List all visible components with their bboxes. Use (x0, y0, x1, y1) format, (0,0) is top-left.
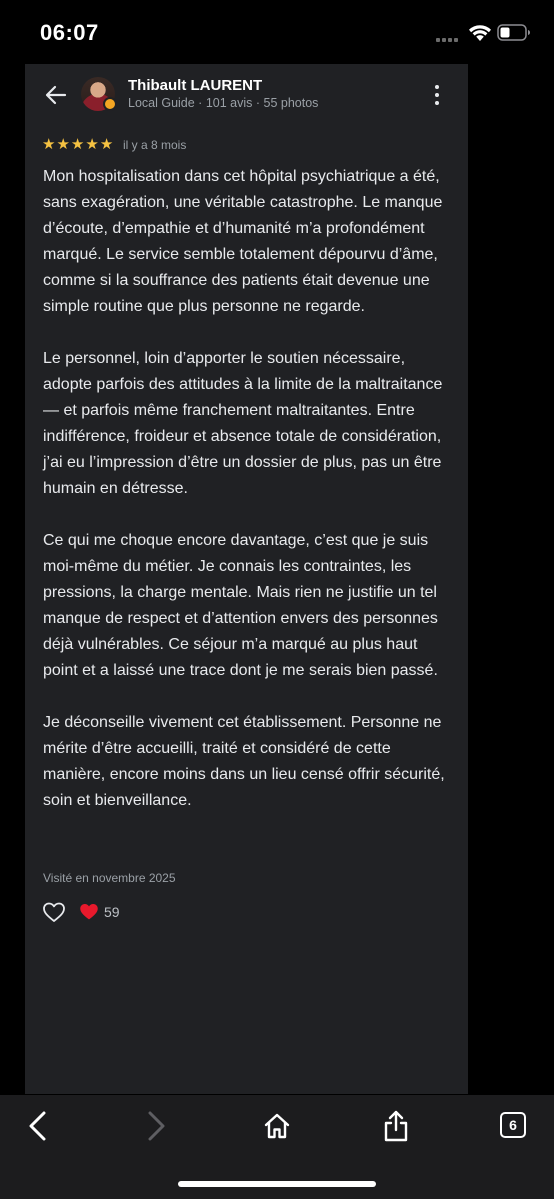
home-icon (263, 1112, 291, 1140)
star-icon: ★ (42, 136, 56, 153)
cellular-signal-icon (436, 30, 460, 42)
chevron-right-icon (144, 1111, 168, 1141)
browser-home-button[interactable] (257, 1109, 297, 1143)
share-icon (382, 1110, 410, 1142)
author-info: Local Guide · 101 avis · 55 photos (128, 96, 319, 110)
red-heart-icon (79, 902, 99, 921)
browser-toolbar (0, 1095, 554, 1199)
star-icon: ★ (99, 136, 114, 153)
local-guide-badge-icon (103, 97, 117, 111)
star-rating (42, 137, 113, 152)
status-bar (0, 0, 554, 62)
back-arrow-icon[interactable] (43, 82, 69, 108)
review-text (43, 164, 455, 840)
star-icon: ★ (85, 136, 99, 153)
browser-share-button[interactable] (376, 1109, 416, 1143)
visited-date: Visité en novembre 2025 (43, 871, 176, 885)
author-name[interactable]: Thibault LAURENT (128, 77, 263, 94)
browser-tabs-button[interactable] (496, 1109, 536, 1143)
review-paragraph-2: Le personnel, loin d’apporter le soutien nécessaire, adopte parfois des attitudes à la limite de la maltraitance — et parfois même franchement maltraitantes. Entre indifférence, froideur et absence totale de considération, j’ai eu l’impression d’être un dossier de plus, pas un être humain en détresse. (43, 350, 443, 497)
review-paragraph-4: Je déconseille vivement cet établissement. Personne ne mérite d’être accueilli, traité et considéré de cette manière, encore moins dans un lieu censé offrir sécurité, soin et bienveillance. (43, 714, 445, 809)
review-paragraph-3: Ce qui me choque encore davantage, c’est que je suis moi-même du métier. Je connais les contraintes, les pressions, la charge mentale. Mais rien ne justifie un tel manque de respect et d’attention envers des personnes déjà vulnérables. Ce séjour m’a marqué au plus haut point et a laissé une trace dont je me serais bien passé. (43, 532, 438, 679)
reaction-count: 59 (104, 903, 120, 920)
review-date: il y a 8 mois (123, 138, 187, 152)
status-time: 06:07 (40, 20, 99, 45)
review-card (25, 64, 468, 1094)
home-indicator[interactable] (178, 1181, 376, 1187)
chevron-left-icon (26, 1111, 50, 1141)
wifi-icon (468, 24, 492, 42)
star-icon: ★ (56, 136, 70, 153)
reaction-summary[interactable] (79, 902, 120, 921)
browser-forward-button[interactable] (136, 1109, 176, 1143)
more-options-icon[interactable] (427, 84, 447, 106)
battery-icon (497, 24, 531, 41)
tab-count: 6 (500, 1112, 526, 1138)
review-paragraph-1: Mon hospitalisation dans cet hôpital psychiatrique a été, sans exagération, une véritable catastrophe. Le manque d’écoute, d’empathie et d’humanité m’a profondément marqué. Le service semble totalement dépourvu d’âme, comme si la souffrance des patients était devenue une simple routine que plus personne ne regarde. (43, 168, 443, 315)
star-icon: ★ (70, 136, 85, 153)
like-heart-outline-icon[interactable] (42, 901, 66, 923)
browser-back-button[interactable] (18, 1109, 58, 1143)
